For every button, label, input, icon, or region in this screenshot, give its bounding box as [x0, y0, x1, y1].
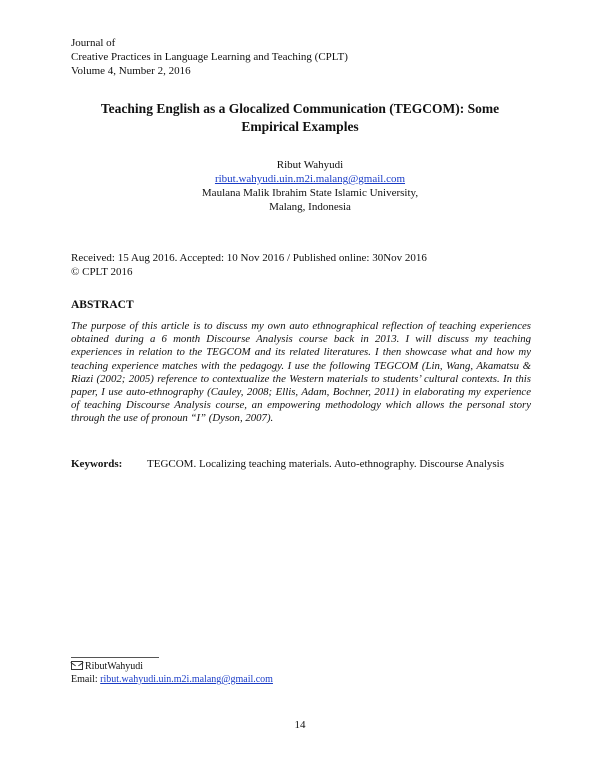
title-line: Empirical Examples: [241, 119, 359, 134]
author-email-link[interactable]: ribut.wahyudi.uin.m2i.malang@gmail.com: [214, 173, 406, 185]
footnote-email-link[interactable]: ribut.wahyudi.uin.m2i.malang@gmail.com: [100, 674, 273, 685]
paper-title: [60, 100, 540, 136]
footnote-rule: [71, 657, 159, 658]
footnote-author: RibutWahyudi: [85, 661, 144, 672]
keywords-line: [71, 457, 504, 471]
footnote: [71, 660, 273, 686]
author-location: Malang, Indonesia: [269, 201, 351, 213]
author-affiliation: Maulana Malik Ibrahim State Islamic University,: [201, 187, 419, 199]
journal-volume: Volume 4, Number 2, 2016: [71, 65, 191, 77]
keywords-separator: :: [118, 458, 123, 470]
copyright-line: © CPLT 2016: [71, 266, 133, 278]
envelope-icon: [71, 661, 83, 670]
publication-dates: [71, 251, 427, 279]
journal-header-line: Journal of: [71, 37, 116, 49]
author-name: Ribut Wahyudi: [276, 159, 344, 171]
keywords-label-group: [71, 457, 147, 471]
keywords-label: Keywords: [71, 458, 119, 470]
journal-name: Creative Practices in Language Learning and Teaching (CPLT): [71, 51, 348, 63]
title-line: Teaching English as a Glocalized Communication (TEGCOM): Some: [100, 101, 500, 116]
abstract-heading: ABSTRACT: [71, 299, 134, 311]
author-block: [160, 158, 460, 214]
footnote-email-label: Email:: [71, 674, 98, 685]
dates-line: Received: 15 Aug 2016. Accepted: 10 Nov 2016 / Published online: 30Nov 2016: [71, 252, 427, 264]
page-number: 14: [294, 719, 306, 731]
keywords-text: TEGCOM. Localizing teaching materials. Auto-ethnography. Discourse Analysis: [147, 458, 505, 470]
journal-header: [71, 36, 348, 78]
abstract-text: The purpose of this article is to discuss my own auto ethnographical reflection of teaching experiences obtained during a 6 month Discourse Analysis course back in 2013. I will discuss my teaching experiences in relation to the TEGCOM and its related literatures. I then showcase what and how my teaching experience matches with the pedagogy. I use the following TEGCOM (Lin, Wang, Akamatsu & Riazi (2002; 2005) reference to contextualize the Western materials to students’ cultural contexts. In this paper, I use auto-ethnography (Cauley, 2008; Ellis, Adam, Bochner, 2011) in elaborating my experience of teaching Discourse Analysis course, an empowering methodology which allows the personal story through the use of pronoun “I” (Dyson, 2007).: [71, 320, 531, 425]
